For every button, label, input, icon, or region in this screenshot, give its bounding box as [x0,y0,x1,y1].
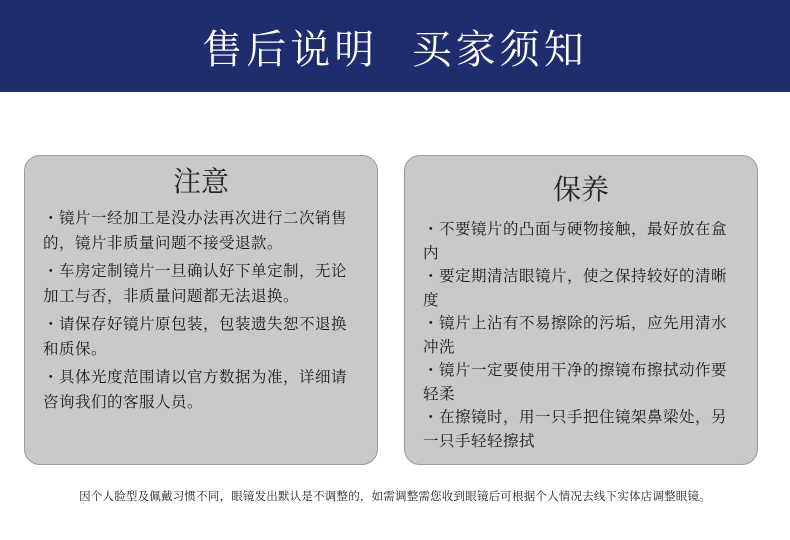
header-banner [0,0,790,92]
notice-card [24,155,378,465]
list-item: ・在擦镜时，用一只手把住镜架鼻梁处，另一只手轻轻擦拭 [423,408,728,450]
list-item: ・镜片上沾有不易擦除的污垢，应先用清水冲洗 [423,314,728,356]
care-title: 保养 [552,173,609,206]
notice-title: 注意 [172,165,229,198]
list-item: ・要定期清洁眼镜片，使之保持较好的清晰度 [423,267,728,309]
notice-list [25,206,377,414]
page-title: 售后说明 买家须知 [202,26,588,73]
list-item: ・镜片一定要使用干净的擦镜布擦拭动作要轻柔 [423,361,728,403]
footer-note: 因个人脸型及佩戴习惯不同，眼镜发出默认是不调整的，如需调整需您收到眼镜后可根据个人情况去线下实体店调整眼镜。 [79,489,711,503]
care-list [405,218,757,453]
list-item: ・镜片一经加工是没办法再次进行二次销售的，镜片非质量问题不接受退款。 [43,209,348,252]
list-item: ・具体光度范围请以官方数据为准，详细请咨询我们的客服人员。 [43,368,348,411]
list-item: ・车房定制镜片一旦确认好下单定制，无论加工与否，非质量问题都无法退换。 [43,262,348,305]
list-item: ・不要镜片的凸面与硬物接触，最好放在盒内 [423,220,728,262]
list-item: ・请保存好镜片原包装，包装遗失恕不退换和质保。 [43,315,348,358]
care-card [404,155,758,465]
